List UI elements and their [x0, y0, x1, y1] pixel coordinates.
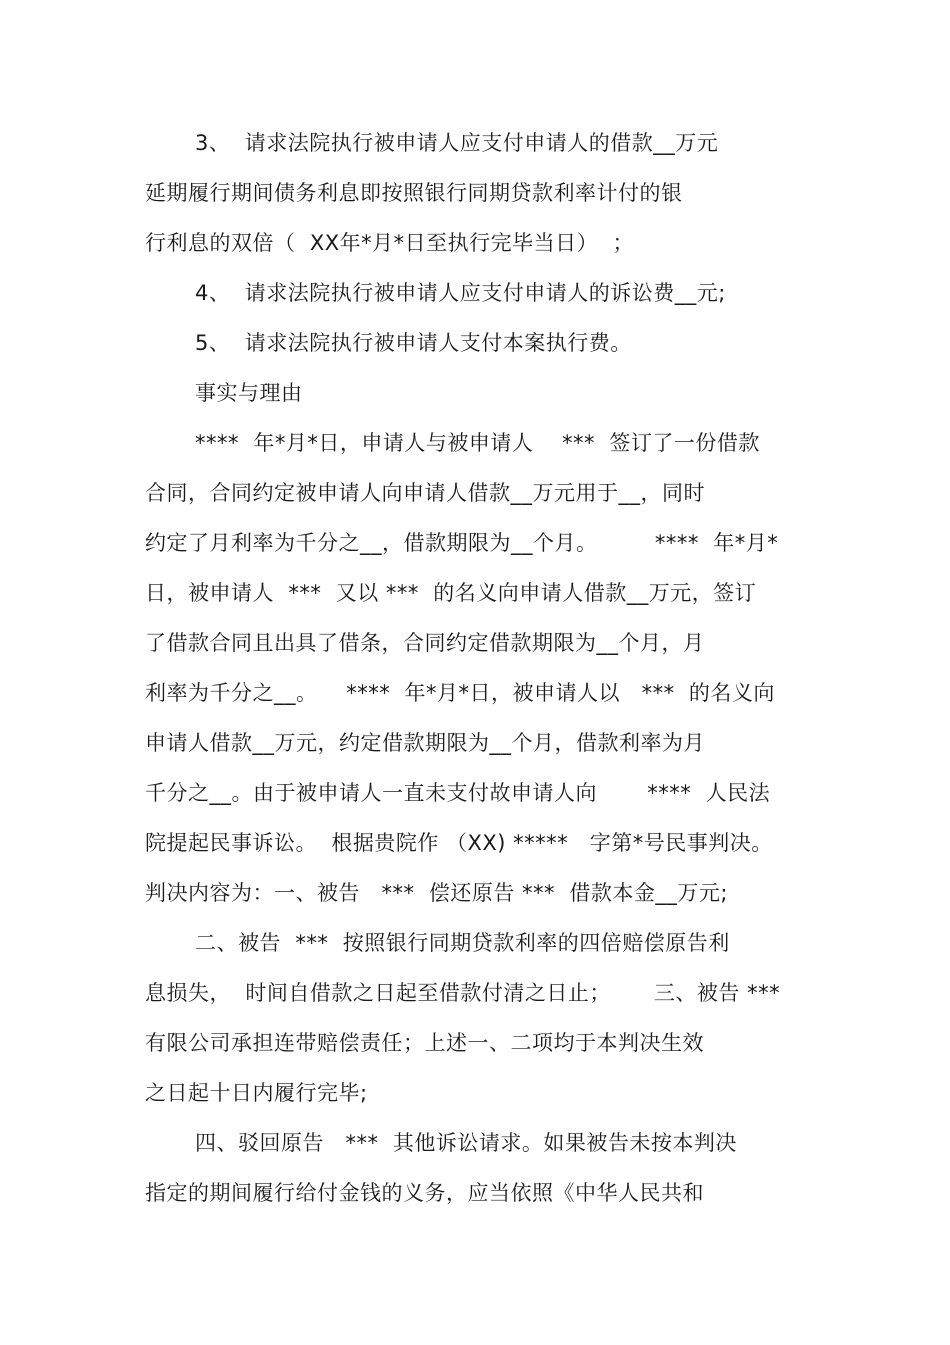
text-line: 3、 请求法院执行被申请人应支付申请人的借款__万元 — [195, 131, 719, 155]
text-line: 4、 请求法院执行被申请人应支付申请人的诉讼费__元; — [195, 281, 726, 305]
text-line: 5、 请求法院执行被申请人支付本案执行费。 — [195, 331, 632, 355]
text-line: 行利息的双倍（ XX年*月*日至执行完毕当日） ； — [145, 231, 634, 255]
text-line: 息损失， 时间自借款之日起至借款付清之日止； 三、被告 *** — [145, 981, 781, 1005]
text-line: 之日起十日内履行完毕; — [145, 1081, 368, 1105]
text-line: **** 年*月*日，申请人与被申请人 *** 签订了一份借款 — [195, 431, 760, 455]
text-line: 申请人借款__万元，约定借款期限为__个月，借款利率为月 — [145, 731, 705, 755]
text-line: 判决内容为：一、被告 *** 偿还原告 *** 借款本金__万元; — [145, 881, 728, 905]
text-line: 四、驳回原告 *** 其他诉讼请求。如果被告未按本判决 — [195, 1131, 737, 1155]
text-line: 日，被申请人 *** 又以 *** 的名义向申请人借款__万元，签订 — [145, 581, 757, 605]
text-line: 合同，合同约定被申请人向申请人借款__万元用于__，同时 — [145, 481, 705, 505]
text-line: 千分之__。由于被申请人一直未支付故申请人向 **** 人民法 — [145, 781, 771, 805]
text-line: 有限公司承担连带赔偿责任；上述一、二项均于本判决生效 — [145, 1031, 704, 1055]
section-heading: 事实与理由 — [195, 381, 303, 405]
text-line: 了借款合同且出具了借条，合同约定借款期限为__个月，月 — [145, 631, 705, 655]
text-line: 二、被告 *** 按照银行同期贷款利率的四倍赔偿原告利 — [195, 931, 730, 955]
text-line: 院提起民事诉讼。 根据贵院作 （XX) ***** 字第*号民事判决。 — [145, 831, 773, 855]
text-line: 利率为千分之__。 **** 年*月*日，被申请人以 *** 的名义向 — [145, 681, 775, 705]
text-line: 指定的期间履行给付金钱的义务，应当依照《中华人民共和 — [145, 1181, 704, 1205]
text-line: 延期履行期间债务利息即按照银行同期贷款利率计付的银 — [145, 181, 683, 205]
text-line: 约定了月利率为千分之__，借款期限为__个月。 **** 年*月* — [145, 531, 779, 555]
